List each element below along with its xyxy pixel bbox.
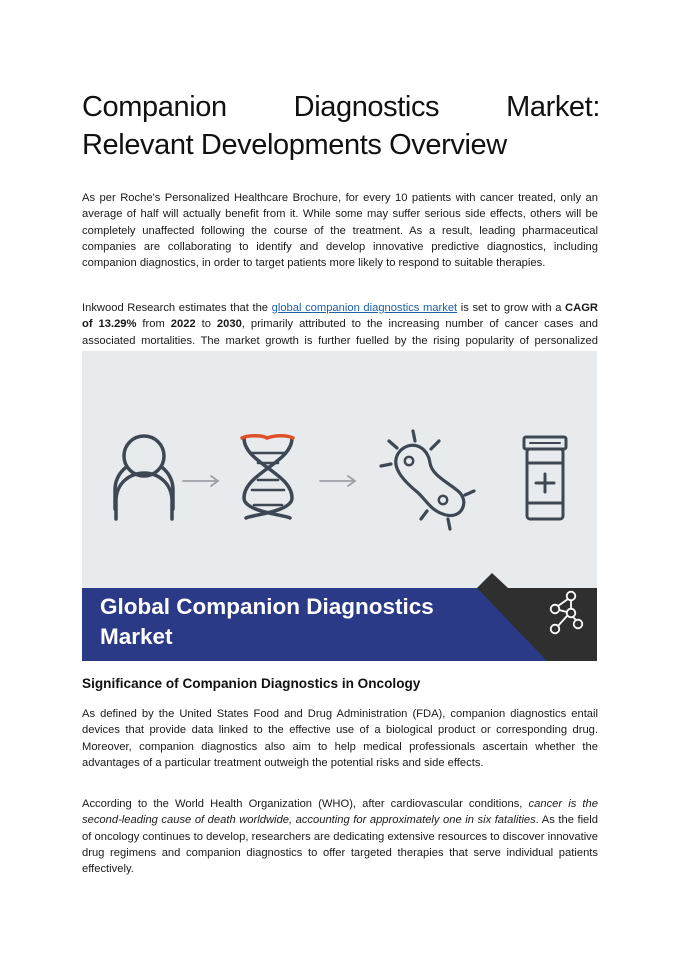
page-title	[82, 88, 600, 164]
title-line-1	[82, 88, 600, 126]
text-run: to	[195, 318, 217, 331]
end-year: 2030	[216, 318, 242, 331]
text-run: According to the World Health Organization (WHO), after cardiovascular conditions,	[82, 798, 529, 810]
banner-title-line-2: Market	[100, 624, 173, 649]
text-run: . As the field of oncology continues to develop, researchers are dedicating extensive resources to discover innovative drug regimens and companion diagnostics to offer targeted therapies that serve individual patients effectively.	[82, 814, 598, 876]
title-line-2: Relevant Developments Overview	[82, 129, 507, 161]
market-report-link[interactable]: global companion diagnostics market	[271, 302, 458, 314]
text-run: from	[136, 318, 171, 331]
title-word: Diagnostics	[293, 91, 440, 123]
market-estimate-paragraph	[82, 300, 598, 351]
start-year: 2022	[170, 318, 196, 331]
text-run: is set to grow with a	[457, 302, 566, 314]
fda-definition-paragraph: As defined by the United States Food and Drug Administration (FDA), companion diagnostics entail devices that provide data linked to the effective use of a biological product or corresponding drug. Moreover, companion diagnostics also aim to help medical professionals ascertain whether the advantages of a particular treatment outweigh the potential risks and side effects.	[82, 708, 598, 769]
cagr-value: CAGR of 13.29%	[82, 302, 598, 331]
title-word: Market:	[506, 91, 600, 123]
market-banner-image	[82, 351, 597, 661]
italic-quote: cancer is the second-leading cause of death worldwide, accounting for approximately one in six fatalities	[82, 798, 598, 827]
text-run: Inkwood Research estimates that the	[82, 302, 272, 314]
text-run: , primarily attributed to the increasing number of cancer cases and associated mortalities. The market growth is further fuelled by the rising popularity of personalized	[82, 318, 598, 347]
banner-title-line-1: Global Companion Diagnostics	[100, 594, 434, 619]
who-statistics-paragraph	[82, 796, 598, 877]
title-word: Companion	[82, 91, 227, 123]
section-heading: Significance of Companion Diagnostics in Oncology	[82, 676, 421, 691]
intro-paragraph: As per Roche's Personalized Healthcare Brochure, for every 10 patients with cancer treated, only an average of half will actually benefit from it. While some may suffer serious side effects, others will be completely unaffected following the course of the treatment. As a result, leading pharmaceutical companies are collaborating to identify and develop innovative predictive diagnostics, including companion diagnostics, in order to target patients more likely to respond to suitable therapies.	[82, 192, 598, 270]
